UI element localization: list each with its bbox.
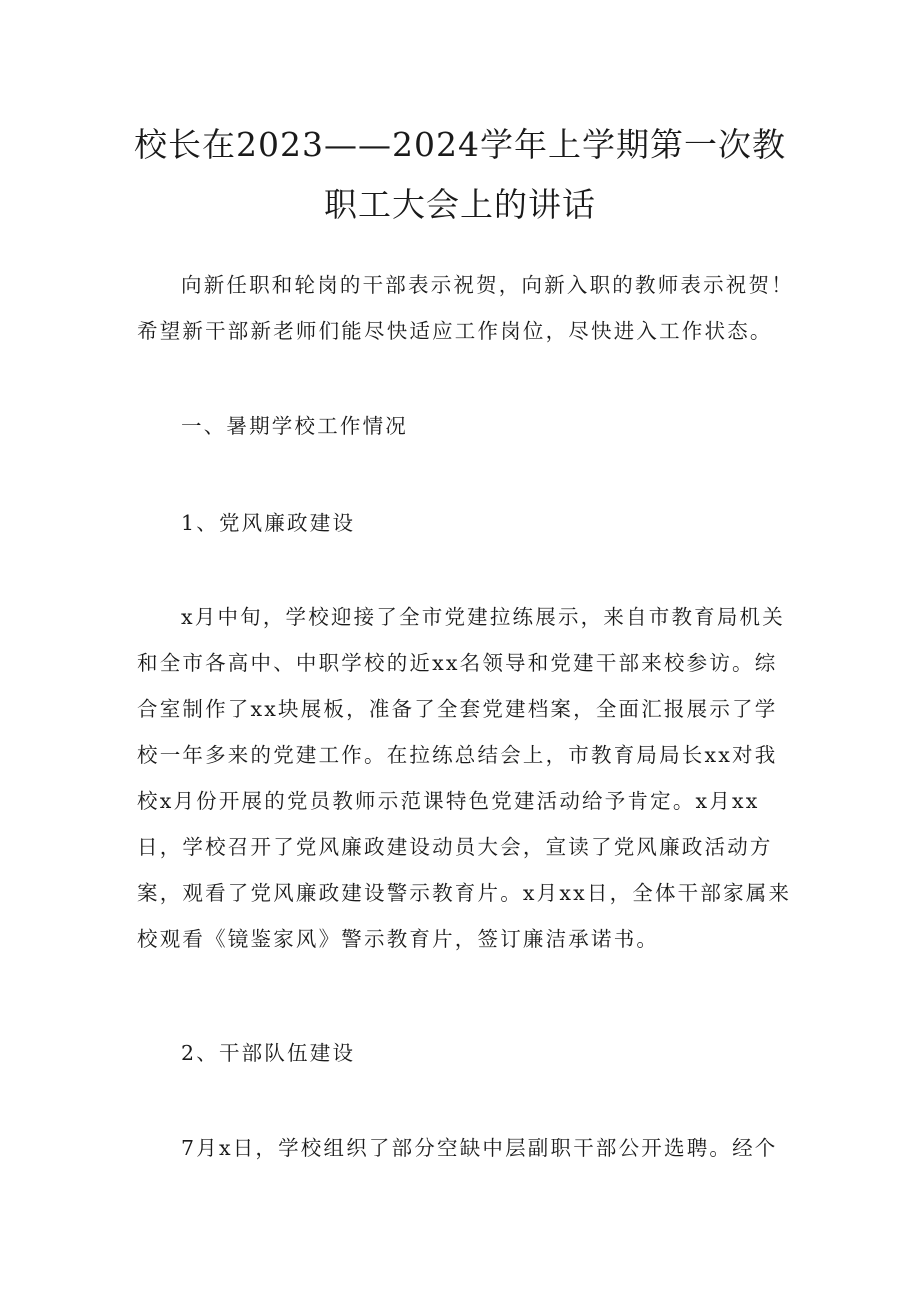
- document-title-line-2: 职工大会上的讲话: [324, 185, 596, 224]
- subsection-2-heading: 2、干部队伍建设: [181, 1041, 356, 1065]
- subsection-1-heading: 1、党风廉政建设: [181, 511, 356, 535]
- document-title-line-1: 校长在2023——2024学年上学期第一次教: [134, 125, 786, 164]
- intro-paragraph: 向新任职和轮岗的干部表示祝贺，向新入职的教师表示祝贺！希望新干部新老师们能尽快适应工作岗位，尽快进入工作状态。: [137, 273, 794, 343]
- subsection-2-body: 7月x日，学校组织了部分空缺中层副职干部公开选聘。经个: [181, 1136, 778, 1160]
- section-1-heading: 一、暑期学校工作情况: [181, 414, 408, 438]
- subsection-1-body: x月中旬，学校迎接了全市党建拉练展示，来自市教育局机关和全市各高中、中职学校的近xx名领导和党建干部来校参访。综合室制作了xx块展板，准备了全套党建档案，全面汇报展示了学校一年多来的党建工作。在拉练总结会上，市教育局局长xx对我校x月份开展的党员教师示范课特色党建活动给予肯定。x月xx日，学校召开了党风廉政建设动员大会，宣读了党风廉政活动方案，观看了党风廉政建设警示教育片。x月xx日，全体干部家属来校观看《镜鉴家风》警示教育片，签订廉洁承诺书。: [137, 605, 792, 951]
